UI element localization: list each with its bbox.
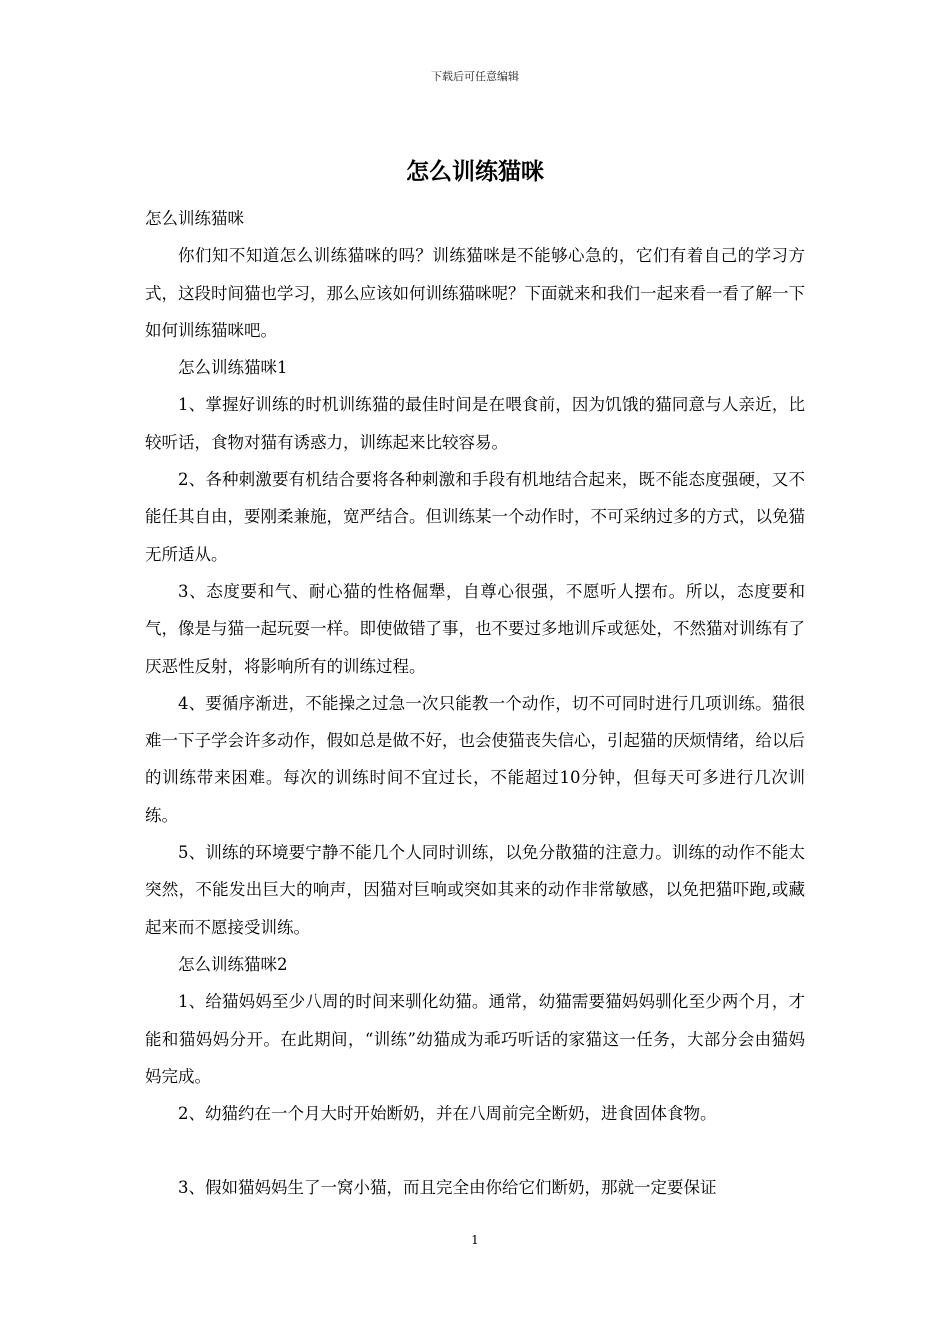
section-heading-1: 怎么训练猫咪1 bbox=[178, 358, 288, 378]
section1-item-5: 5、训练的环境要宁静不能几个人同时训练，以免分散猫的注意力。训练的动作不能太突然，不能发出巨大的响声，因猫对巨响或突如其来的动作非常敏感，以免把猫吓跑,或藏起来而不愿接受训练。 bbox=[145, 843, 805, 937]
document-body bbox=[145, 200, 805, 1207]
section2-item-2: 2、幼猫约在一个月大时开始断奶，并在八周前完全断奶，进食固体食物。 bbox=[178, 1104, 717, 1124]
paragraph-gap bbox=[145, 1132, 805, 1169]
section1-item-4: 4、要循序渐进，不能操之过急一次只能教一个动作，切不可同时进行几项训练。猫很难一下子学会许多动作，假如总是做不好，也会使猫丧失信心，引起猫的厌烦情绪，给以后的训练带来困难。每次的训练时间不宜过长，不能超过10分钟，但每天可多进行几次训练。 bbox=[145, 693, 805, 825]
section1-item-1: 1、掌握好训练的时机训练猫的最佳时间是在喂食前，因为饥饿的猫同意与人亲近，比较听话，食物对猫有诱惑力，训练起来比较容易。 bbox=[145, 395, 805, 452]
intro-paragraph: 你们知不知道怎么训练猫咪的吗？训练猫咪是不能够心急的，它们有着自己的学习方式，这段时间猫也学习，那么应该如何训练猫咪呢？下面就来和我们一起来看一看了解一下如何训练猫咪吧。 bbox=[145, 246, 805, 340]
section2-item-1: 1、给猫妈妈至少八周的时间来驯化幼猫。通常，幼猫需要猫妈妈驯化至少两个月，才能和猫妈妈分开。在此期间，“训练”幼猫成为乖巧听话的家猫这一任务，大部分会由猫妈妈完成。 bbox=[145, 992, 805, 1086]
page-number: 1 bbox=[471, 1233, 479, 1247]
section-heading-2: 怎么训练猫咪2 bbox=[178, 954, 288, 974]
header-note: 下载后可任意编辑 bbox=[431, 70, 519, 83]
section2-item-3: 3、假如猫妈妈生了一窝小猫，而且完全由你给它们断奶，那就一定要保证 bbox=[178, 1178, 717, 1198]
section1-item-2: 2、各种刺激要有机结合要将各种刺激和手段有机地结合起来，既不能态度强硬，又不能任其自由，要刚柔兼施，宽严结合。但训练某一个动作时，不可采纳过多的方式，以免猫无所适从。 bbox=[145, 470, 805, 564]
page-title: 怎么训练猫咪 bbox=[406, 159, 544, 185]
section1-item-3: 3、态度要和气、耐心猫的性格倔犟，自尊心很强，不愿听人摆布。所以，态度要和气，像是与猫一起玩耍一样。即使做错了事，也不要过多地训斥或惩处，不然猫对训练有了厌恶性反射，将影响所有的训练过程。 bbox=[145, 581, 805, 676]
subtitle: 怎么训练猫咪 bbox=[145, 209, 244, 228]
